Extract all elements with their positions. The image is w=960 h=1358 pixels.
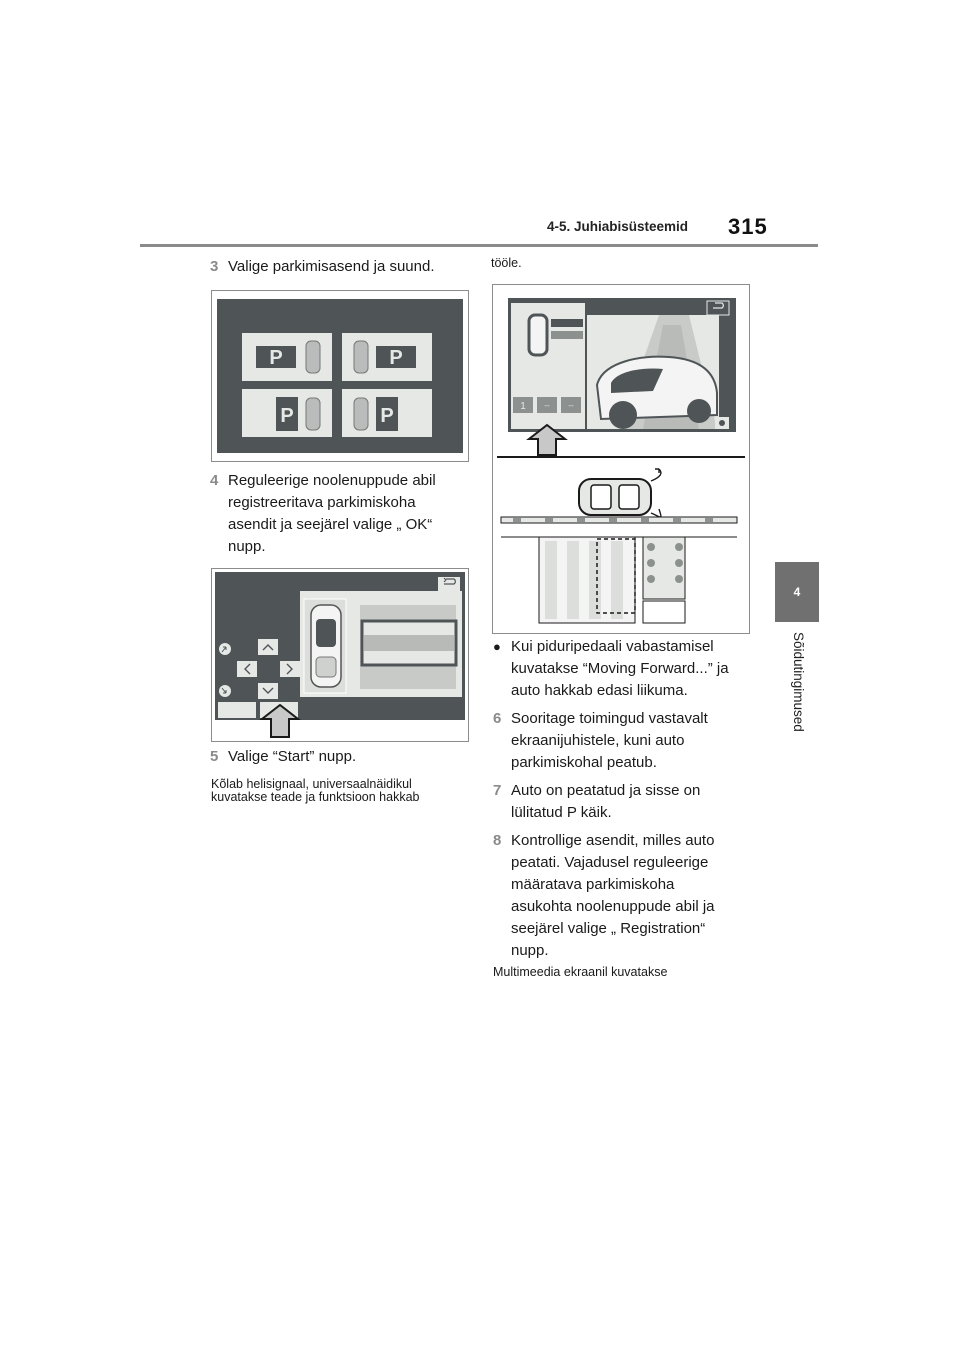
step-text [511, 780, 700, 824]
chapter-label-container [782, 632, 810, 752]
note-line: kuvatakse teade ja funktsioon hakkab [211, 790, 420, 804]
step-text [511, 830, 715, 962]
header-divider [140, 244, 818, 247]
chapter-tab: 4 [775, 562, 819, 622]
parking-selection-screen [212, 291, 468, 461]
counter-dash-1: -- [544, 401, 550, 410]
counter-dash-2: -- [568, 401, 574, 410]
step-line: asukohta noolenuppude abil ja [511, 898, 715, 915]
step-number: 8 [493, 832, 502, 849]
step-line: Sooritage toimingud vastavalt [511, 710, 708, 727]
step-line: Auto on peatatud ja sisse on [511, 782, 701, 799]
step-5-note [211, 778, 419, 804]
step-line: ekraanijuhistele, kuni auto [511, 732, 685, 749]
step-line: peatati. Vajadusel reguleerige [511, 854, 709, 871]
bullet-line: kuvatakse “Moving Forward...” ja [511, 660, 729, 677]
bullet-line: Kui piduripedaali vabastamisel [511, 638, 714, 655]
figure-adjust-position [211, 568, 469, 742]
bullet-moving-forward [493, 636, 729, 702]
step-line: parkimiskohal peatub. [511, 754, 657, 771]
figure-moving-forward [492, 284, 750, 634]
step-number: 3 [210, 258, 219, 275]
step-line: lülitatud P käik. [511, 804, 612, 821]
counter-label: 1 [520, 401, 526, 412]
step-4 [210, 470, 436, 558]
step-text: Valige “Start” nupp. [228, 748, 357, 765]
step-text: Valige parkimisasend ja suund. [228, 258, 435, 275]
step-5 [210, 746, 356, 768]
step-text [228, 470, 436, 558]
step-line: asendit ja seejärel valige „ OK“ [228, 516, 433, 533]
step-3 [210, 256, 435, 278]
bullet-dot-icon: ● [493, 639, 501, 654]
step-line: nupp. [228, 538, 266, 555]
step-line: registreeritava parkimiskoha [228, 494, 416, 511]
step-7 [493, 780, 700, 824]
step-number: 5 [210, 748, 219, 765]
step-8 [493, 830, 715, 962]
section-title: 4-5. Juhiabisüsteemid [547, 219, 689, 234]
figure-parking-selection [211, 290, 469, 462]
step-line: seejärel valige „ Registration“ [511, 920, 706, 937]
bullet-text [511, 636, 729, 702]
step-number: 4 [210, 472, 219, 489]
slot-label-1: P [269, 347, 283, 369]
bullet-line: auto hakkab edasi liikuma. [511, 682, 688, 699]
step-line: nupp. [511, 942, 549, 959]
step-line: Reguleerige noolenuppude abil [228, 472, 436, 489]
adjust-position-screen [212, 569, 468, 741]
slot-label-4: P [380, 405, 394, 427]
slot-label-3: P [280, 405, 294, 427]
step-line: Kontrollige asendit, milles auto [511, 832, 715, 849]
footnote: Multimeedia ekraanil kuvatakse [493, 965, 668, 979]
step-number: 7 [493, 782, 502, 799]
step-line: määratava parkimiskoha [511, 876, 675, 893]
step-text [511, 708, 708, 774]
chapter-label: Sõidutingimused [791, 632, 806, 732]
step-6 [493, 708, 708, 774]
page-number: 315 [728, 214, 768, 239]
slot-label-2: P [389, 347, 403, 369]
note-line: Kõlab helisignaal, universaalnäidikul [211, 777, 412, 791]
continuation-text: tööle. [491, 256, 522, 270]
moving-forward-illustration [493, 285, 749, 633]
step-number: 6 [493, 710, 502, 727]
